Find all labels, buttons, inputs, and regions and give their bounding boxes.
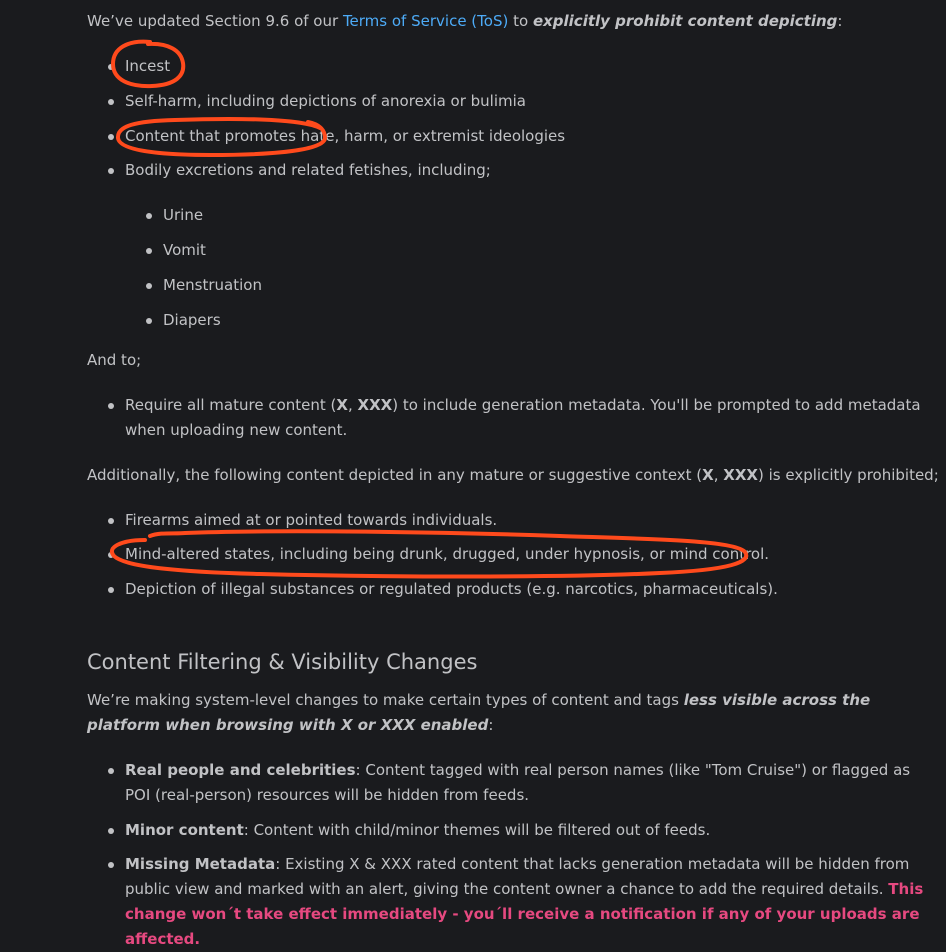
additionally-x: X <box>702 466 714 484</box>
list-item-firearms: Firearms aimed at or pointed towards individuals. <box>125 508 497 533</box>
minor-content-text: : Content with child/minor themes will be filtered out of feeds. <box>243 821 711 839</box>
sublist-item-vomit: Vomit <box>163 238 206 263</box>
intro-pre: We’ve updated Section 9.6 of our <box>87 12 343 30</box>
metadata-rule-pre: Require all mature content ( <box>125 396 337 414</box>
metadata-rule-post: ) to include generation metadata. You'll be prompted to add metadata when uploading new content. <box>125 396 921 439</box>
real-people-text: : Content tagged with real person names (like "Tom Cruise") or flagged as POI (real-person) resources will be hidden from feeds. <box>125 761 911 804</box>
additionally-xxx: XXX <box>723 466 758 484</box>
section-heading-content-filtering: Content Filtering & Visibility Changes <box>87 650 478 674</box>
sublist-item-urine: Urine <box>163 203 203 228</box>
list-item-self-harm: Self-harm, including depictions of anorexia or bulimia <box>125 89 526 114</box>
intro-mid: to <box>508 12 533 30</box>
intro-post: : <box>837 12 843 30</box>
section2-intro <box>87 688 927 738</box>
list-item-excretions: Bodily excretions and related fetishes, including; <box>125 158 491 183</box>
additionally-pre: Additionally, the following content depicted in any mature or suggestive context ( <box>87 466 703 484</box>
metadata-rule-sep: , <box>347 396 358 414</box>
sublist-item-diapers: Diapers <box>163 308 221 333</box>
missing-metadata-warning: This change won´t take effect immediately - you´ll receive a notification if any of your uploads are affected. <box>125 880 924 948</box>
list-item-hate: Content that promotes hate, harm, or extremist ideologies <box>125 124 565 149</box>
additionally-sep: , <box>713 466 724 484</box>
list-item-missing-metadata <box>125 852 937 952</box>
list-item-mind-altered: Mind-altered states, including being drunk, drugged, under hypnosis, or mind control. <box>125 542 769 567</box>
and-to-text: And to; <box>87 351 142 369</box>
additionally-post: ) is explicitly prohibited; <box>758 466 939 484</box>
terms-of-service-link[interactable]: Terms of Service (ToS) <box>342 12 509 30</box>
intro-paragraph <box>87 9 842 34</box>
list-item-real-people <box>125 758 925 808</box>
sublist-item-menstruation: Menstruation <box>163 273 262 298</box>
minor-content-label: Minor content <box>125 821 244 839</box>
section2-intro-emphasis: less visible across the platform when browsing with X or XXX enabled <box>87 691 871 734</box>
list-item-incest: Incest <box>125 54 170 79</box>
intro-emphasis: explicitly prohibit content depicting <box>532 12 838 30</box>
additionally-paragraph <box>87 463 939 488</box>
missing-metadata-text: : Existing X & XXX rated content that lacks generation metadata will be hidden from public view and marked with an alert, giving the content owner a chance to add the required details. <box>125 855 910 898</box>
list-item-minor-content <box>125 818 710 843</box>
list-item-metadata-rule <box>125 393 925 443</box>
metadata-rule-xxx: XXX <box>357 396 393 414</box>
section2-intro-pre: We’re making system-level changes to make certain types of content and tags <box>87 691 684 709</box>
missing-metadata-label: Missing Metadata <box>125 855 276 873</box>
list-item-illegal-substances: Depiction of illegal substances or regulated products (e.g. narcotics, pharmaceuticals). <box>125 577 778 602</box>
metadata-rule-x: X <box>336 396 348 414</box>
real-people-label: Real people and celebrities <box>125 761 356 779</box>
section2-intro-post: : <box>488 716 494 734</box>
